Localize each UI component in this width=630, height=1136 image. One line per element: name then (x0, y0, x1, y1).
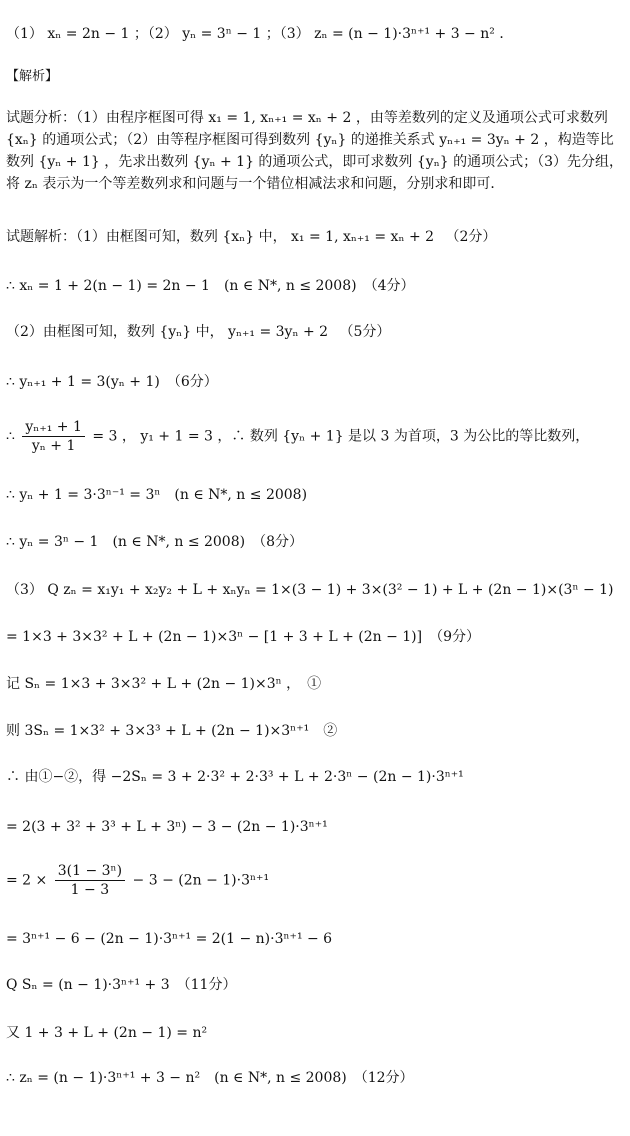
fraction-denominator: 1 − 3 (70, 882, 110, 898)
solution-step-18: ∴ zₙ = (n − 1)·3ⁿ⁺¹ + 3 − n² (n ∈ N*, n ≤ 2008) （12分） (6, 1070, 414, 1086)
solution-step-7: ∴ yₙ = 3ⁿ − 1 (n ∈ N*, n ≤ 2008) （8分） (6, 534, 303, 550)
solution-step-16: Q Sₙ = (n − 1)·3ⁿ⁺¹ + 3 （11分） (6, 977, 237, 993)
solution-step-17: 又 1 + 3 + L + (2n − 1) = n² (6, 1025, 208, 1041)
fraction-numerator: yₙ₊₁ + 1 (22, 418, 85, 437)
analysis-paragraph: 试题分析：（1）由程序框图可得 x₁ = 1, xₙ₊₁ = xₙ + 2 ，由等差数列的定义及通项公式可求数列 {xₙ} 的通项公式；（2）由等程序框图可得到数列 {yₙ} 的递推关系式 yₙ₊₁ = 3yₙ + 2 ，构造等比数列 {yₙ + 1} ，先求出数列 {yₙ + 1} 的通项公式，即可求数列 {yₙ} 的通项公式；（3）先分组，将 zₙ 表示为一个等差数列求和问题与一个错位相减法求和问题，分别求和即可． (6, 110, 624, 192)
solution-step-1: 试题解析：（1）由框图可知，数列 {xₙ} 中， x₁ = 1, xₙ₊₁ = xₙ + 2 （2分） (6, 229, 497, 245)
solution-step-12: ∴ 由①−②，得 −2Sₙ = 3 + 2·3² + 2·3³ + L + 2·3ⁿ − (2n − 1)·3ⁿ⁺¹ (6, 769, 464, 785)
answer-line: （1） xₙ = 2n − 1 ；（2） yₙ = 3ⁿ − 1 ；（3） zₙ = (n − 1)·3ⁿ⁺¹ + 3 − n² ． (6, 26, 514, 42)
solution-step-14 (6, 862, 626, 899)
fraction-numerator: 3(1 − 3ⁿ) (55, 862, 125, 881)
step-14-text: − 3 − (2n − 1)·3ⁿ⁺¹ (132, 872, 270, 889)
solution-step-13: = 2(3 + 3² + 3³ + L + 3ⁿ) − 3 − (2n − 1)·3ⁿ⁺¹ (6, 819, 328, 835)
solution-step-8: （3） Q zₙ = x₁y₁ + x₂y₂ + L + xₙyₙ = 1×(3 − 1) + 3×(3² − 1) + L + (2n − 1)×(3ⁿ − 1) (6, 582, 614, 598)
sum-fraction (55, 862, 125, 899)
fraction-denominator: yₙ + 1 (31, 438, 76, 454)
step-14-prefix: = 2 × (6, 872, 48, 889)
ratio-fraction (22, 418, 85, 455)
solution-step-3: （2）由框图可知，数列 {yₙ} 中， yₙ₊₁ = 3yₙ + 2 （5分） (6, 324, 391, 340)
therefore-symbol: ∴ (6, 428, 15, 445)
solution-step-5 (6, 418, 626, 455)
solution-step-2: ∴ xₙ = 1 + 2(n − 1) = 2n − 1 (n ∈ N*, n ≤ 2008) （4分） (6, 278, 415, 294)
solution-step-15: = 3ⁿ⁺¹ − 6 − (2n − 1)·3ⁿ⁺¹ = 2(1 − n)·3ⁿ⁺¹ − 6 (6, 931, 333, 947)
solution-step-9: = 1×3 + 3×3² + L + (2n − 1)×3ⁿ − [1 + 3 + L + (2n − 1)] （9分） (6, 629, 481, 645)
section-heading: 【解析】 (6, 69, 59, 84)
solution-step-6: ∴ yₙ + 1 = 3·3ⁿ⁻¹ = 3ⁿ (n ∈ N*, n ≤ 2008) (6, 487, 308, 503)
solution-step-4: ∴ yₙ₊₁ + 1 = 3(yₙ + 1) （6分） (6, 374, 218, 390)
step-5-text: = 3 ， y₁ + 1 = 3 ，∴ 数列 {yₙ + 1} 是以 3 为首项，3 为公比的等比数列， (92, 428, 590, 445)
solution-step-10: 记 Sₙ = 1×3 + 3×3² + L + (2n − 1)×3ⁿ ， ① (6, 676, 322, 692)
solution-step-11: 则 3Sₙ = 1×3² + 3×3³ + L + (2n − 1)×3ⁿ⁺¹ ② (6, 723, 338, 739)
